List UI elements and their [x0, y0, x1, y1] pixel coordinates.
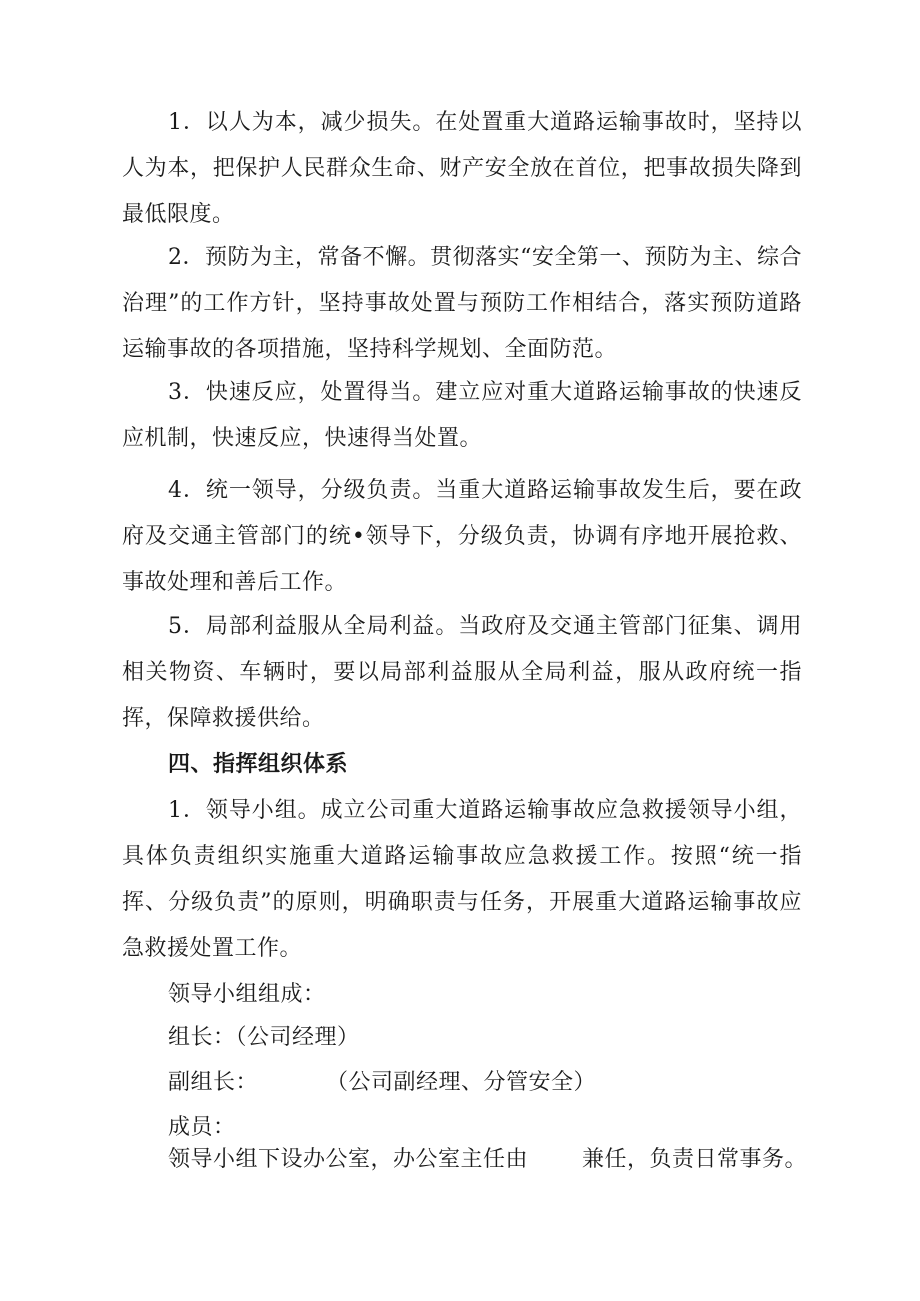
office-text-part1: 领导小组下设办公室，办公室主任由: [168, 1147, 529, 1172]
principle-4-paragraph: 4．统一领导，分级负责。当重大道路运输事故发生后，要在政府及交通主管部门的统•领导下，分级负责，协调有序地开展抢救、事故处理和善后工作。: [122, 478, 802, 595]
principle-5-paragraph: 5．局部利益服从全局利益。当政府及交通主管部门征集、调用相关物资、车辆时，要以局部利益服从全局利益，服从政府统一指挥，保障救援供给。: [122, 614, 802, 731]
principle-3-paragraph: 3．快速反应，处置得当。建立应对重大道路运输事故的快速反应机制，快速反应，快速得当处置。: [122, 380, 802, 451]
leadership-group-paragraph: 1．领导小组。成立公司重大道路运输事故应急救援领导小组，具体负责组织实施重大道路运输事故应急救援工作。按照“统一指挥、分级负责”的原则，明确职责与任务，开展重大道路运输事故应急救援处置工作。: [122, 798, 802, 961]
group-leader-line: 组长：（公司经理）: [168, 1025, 360, 1050]
members-label: 成员：: [168, 1115, 236, 1140]
office-text-part2: 兼任，负责日常事务。: [582, 1147, 808, 1172]
section-4-heading: 四、指挥组织体系: [168, 752, 349, 777]
deputy-leader-label: 副组长：: [168, 1070, 259, 1095]
office-line: [168, 1140, 807, 1180]
principle-2-paragraph: 2．预防为主，常备不懈。贯彻落实“安全第一、预防为主、综合治理”的工作方针，坚持事故处置与预防工作相结合，落实预防道路运输事故的各项措施，坚持科学规划、全面防范。: [122, 245, 802, 362]
principle-1-paragraph: 1．以人为本，减少损失。在处置重大道路运输事故时，坚持以人为本，把保护人民群众生命、财产安全放在首位，把事故损失降到最低限度。: [122, 110, 802, 227]
deputy-leader-line: [168, 1063, 596, 1103]
deputy-leader-value: （公司副经理、分管安全）: [326, 1070, 597, 1095]
group-composition-label: 领导小组组成：: [168, 982, 326, 1007]
